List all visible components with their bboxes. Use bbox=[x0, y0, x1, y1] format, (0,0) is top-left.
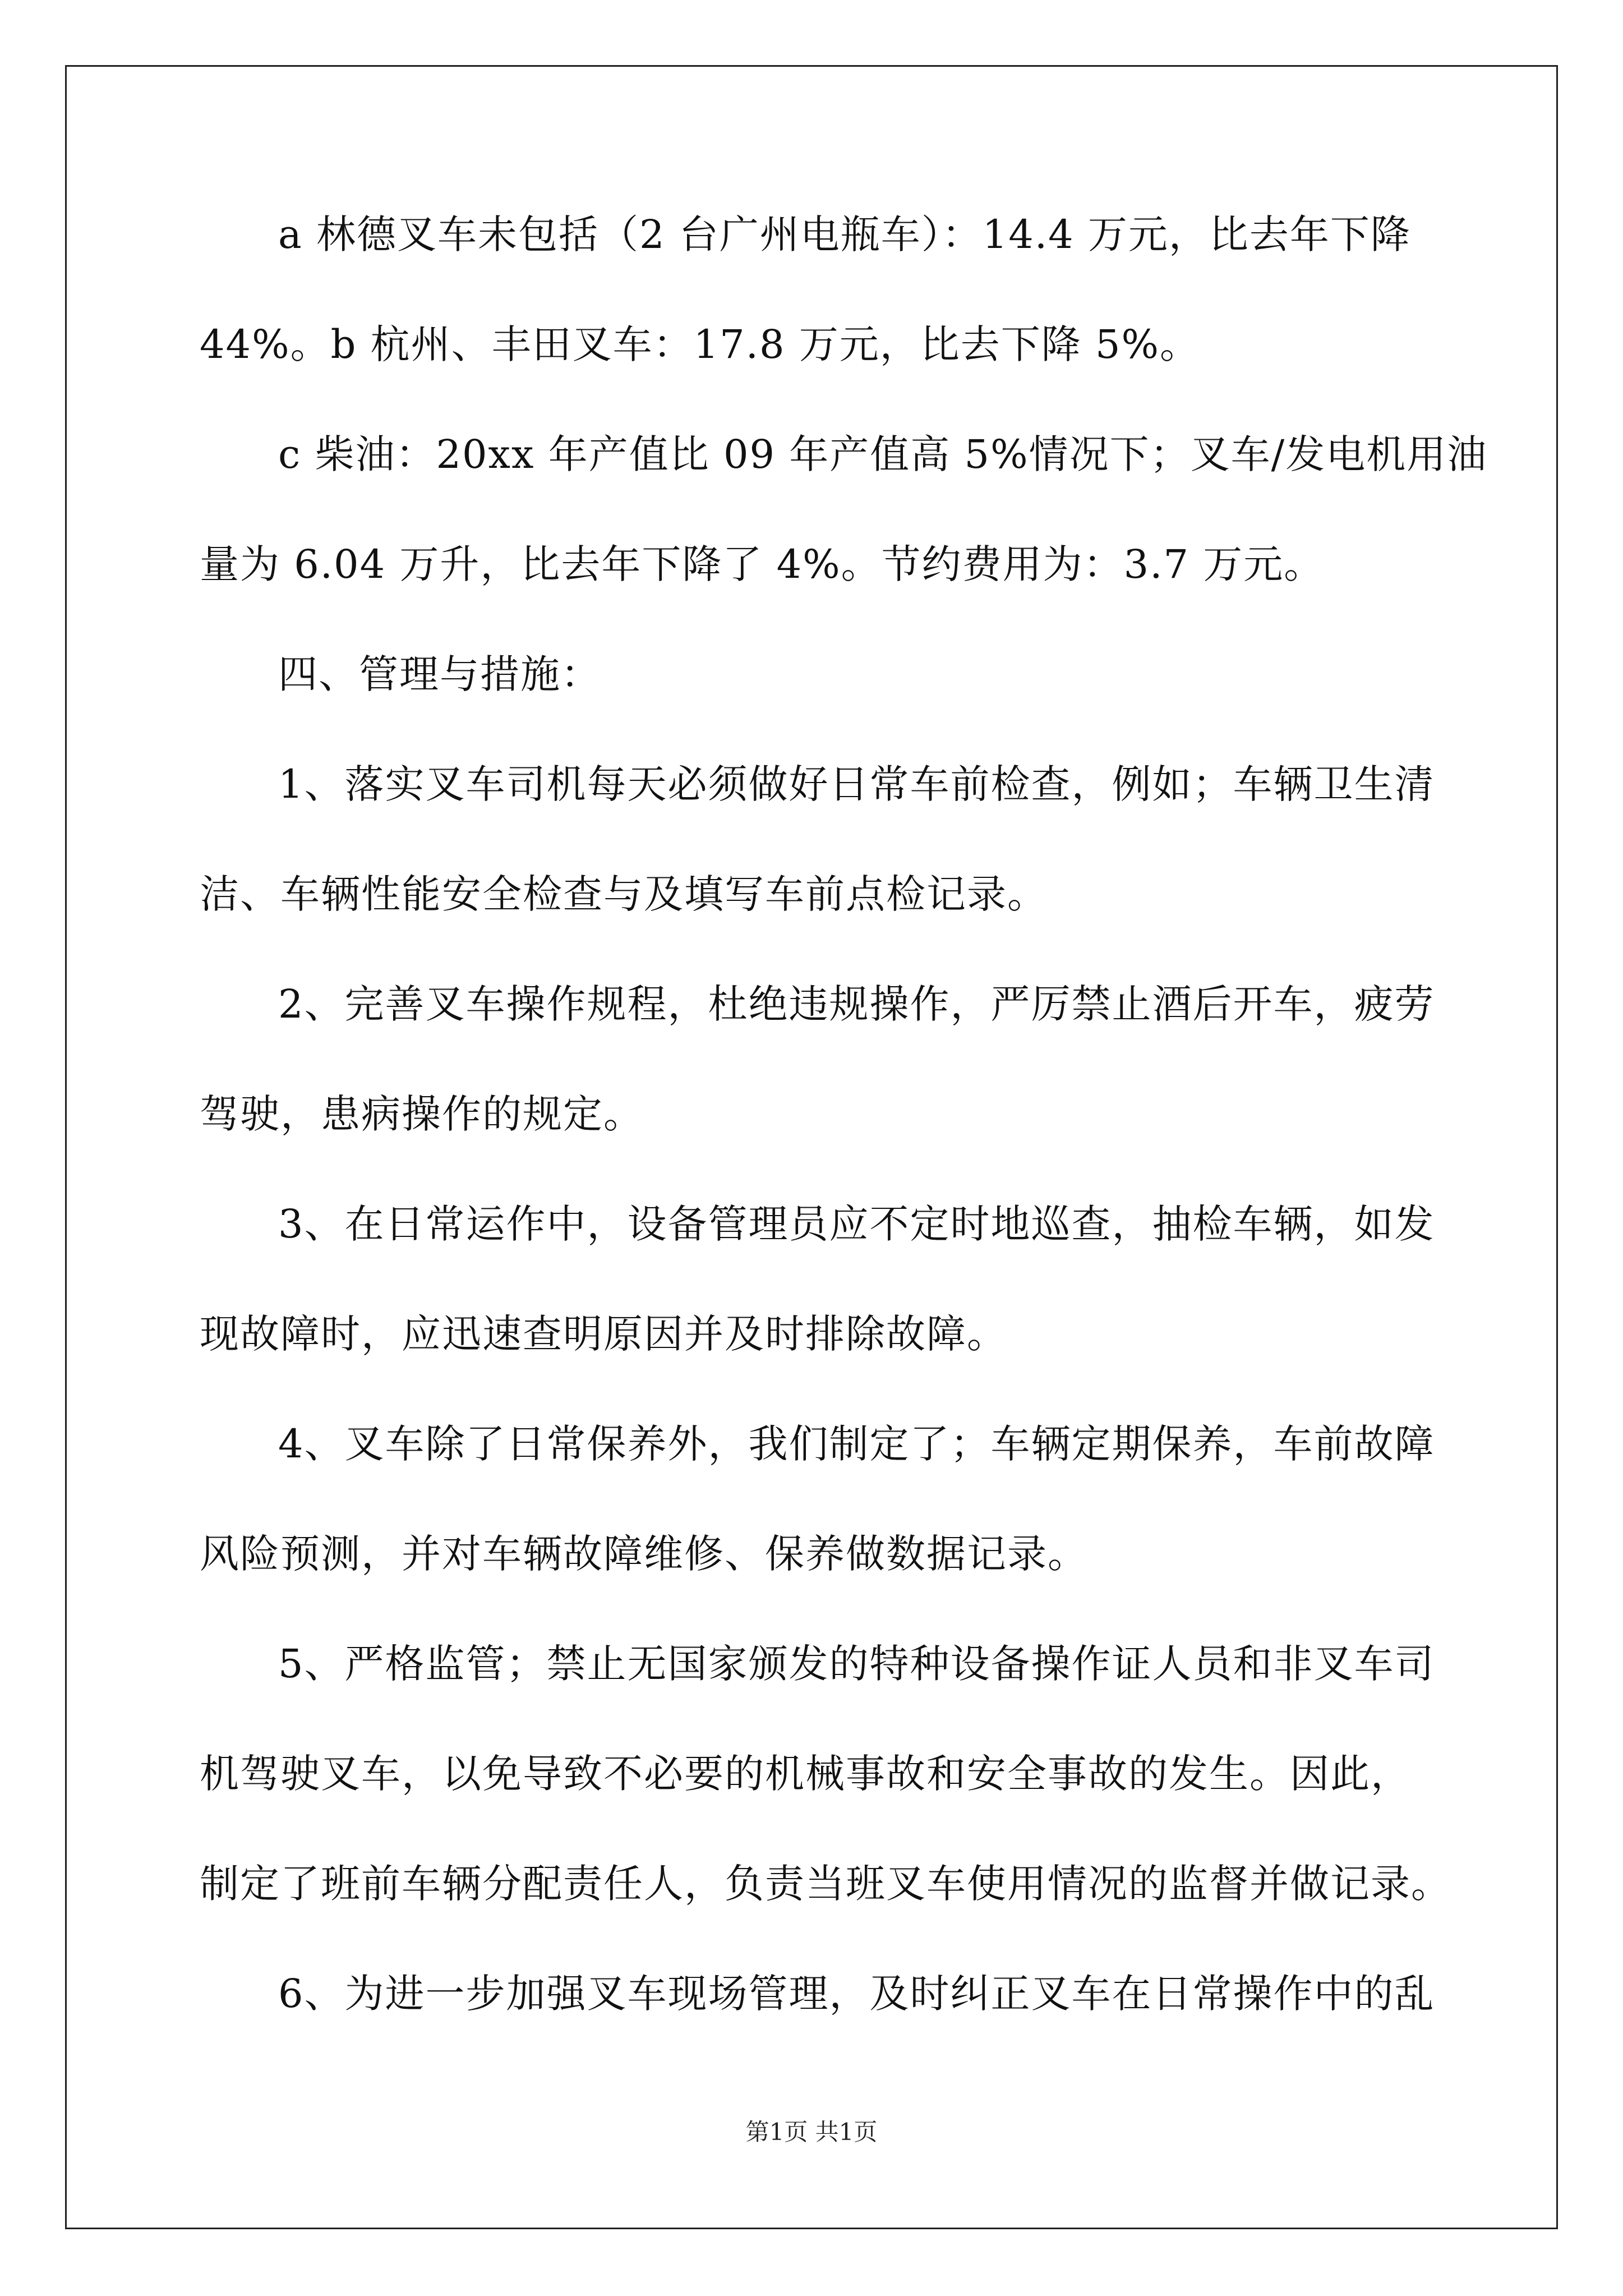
text-line: 洁、车辆性能安全检查与及填写车前点检记录。 bbox=[200, 871, 1048, 917]
text-line: 驾驶，患病操作的规定。 bbox=[200, 1091, 644, 1137]
text-line: a 林德叉车未包括（2 台广州电瓶车）：14.4 万元，比去年下降 bbox=[278, 211, 1411, 257]
text-line: c 柴油：20xx 年产值比 09 年产值高 5%情况下；叉车/发电机用油 bbox=[278, 431, 1488, 477]
text-line: 制定了班前车辆分配责任人，负责当班叉车使用情况的监督并做记录。 bbox=[200, 1861, 1451, 1907]
text-line: 4、叉车除了日常保养外，我们制定了；车辆定期保养，车前故障 bbox=[278, 1421, 1435, 1467]
page-footer: 第1页 共1页 bbox=[745, 2118, 878, 2146]
text-line: 量为 6.04 万升，比去年下降了 4%。节约费用为：3.7 万元。 bbox=[200, 541, 1325, 587]
text-line: 3、在日常运作中，设备管理员应不定时地巡查，抽检车辆，如发 bbox=[278, 1201, 1435, 1247]
text-line: 1、落实叉车司机每天必须做好日常车前检查，例如；车辆卫生清 bbox=[278, 761, 1435, 807]
text-line: 6、为进一步加强叉车现场管理，及时纠正叉车在日常操作中的乱 bbox=[278, 1971, 1435, 2017]
text-line: 2、完善叉车操作规程，杜绝违规操作，严厉禁止酒后开车，疲劳 bbox=[278, 981, 1435, 1027]
text-line: 风险预测，并对车辆故障维修、保养做数据记录。 bbox=[200, 1531, 1088, 1577]
section-heading: 四、管理与措施： bbox=[278, 651, 601, 697]
text-line: 现故障时，应迅速查明原因并及时排除故障。 bbox=[200, 1311, 1007, 1357]
text-line: 44%。b 杭州、丰田叉车：17.8 万元，比去下降 5%。 bbox=[200, 321, 1201, 367]
text-line: 机驾驶叉车，以免导致不必要的机械事故和安全事故的发生。因此， bbox=[200, 1751, 1411, 1797]
text-line: 5、严格监管；禁止无国家颁发的特种设备操作证人员和非叉车司 bbox=[278, 1641, 1435, 1687]
